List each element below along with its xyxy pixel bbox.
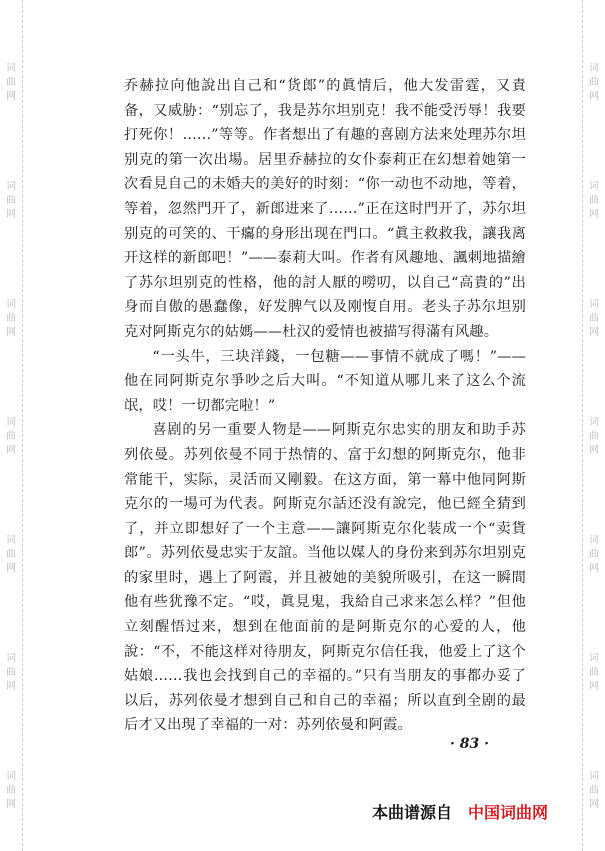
watermark-glyph: 网 bbox=[6, 209, 16, 220]
watermark-glyph: 网 bbox=[589, 799, 599, 810]
watermark-glyph-group bbox=[585, 62, 603, 104]
paragraph-1: 乔赫拉向他說出自己和“货郎”的眞情后，他大发雷霆，又責备，又威胁：“别忘了，我是苏尔坦别克！我不能受汚辱！我要打死你！……”等等。作者想出了有趣的喜剧方法来处理苏尔坦别克的第一次出場。居里乔赫拉的女仆泰莉正在幻想着她第一次看見自己的未婚夫的美好的时刻：“你一动也不动地，等着，等着，忽然門开了，新郎进来了……”正在这时門开了，苏尔坦别克的可笑的、干癟的身形出现在門口。“眞主救救我，讓我离开这样的新郎吧！”——泰莉大叫。作者有风趣地、諷刺地描繪了苏尔坦别克的性格，他的討人厭的嘮叨，以自己“高貴的”出身而自傲的愚蠢像，好发脾气以及刚愎自用。老头子苏尔坦别克对阿斯克尔的姑媽——杜汉的爱情也被描写得滿有风趣。 bbox=[124, 78, 526, 340]
watermark-glyph: 曲 bbox=[589, 785, 599, 796]
source-footer bbox=[372, 800, 582, 823]
watermark-glyph: 词 bbox=[589, 299, 599, 310]
page-body bbox=[124, 74, 526, 738]
watermark-glyph: 词 bbox=[6, 653, 16, 664]
watermark-glyph: 词 bbox=[6, 181, 16, 192]
watermark-glyph: 网 bbox=[6, 563, 16, 574]
watermark-glyph: 曲 bbox=[589, 313, 599, 324]
watermark-glyph: 词 bbox=[589, 535, 599, 546]
watermark-glyph: 网 bbox=[589, 327, 599, 338]
site-name-link[interactable]: 中国词曲网 bbox=[468, 803, 549, 822]
watermark-glyph: 词 bbox=[589, 63, 599, 74]
watermark-glyph: 词 bbox=[589, 181, 599, 192]
watermark-glyph: 网 bbox=[589, 681, 599, 692]
watermark-glyph-group bbox=[2, 770, 20, 812]
watermark-glyph: 曲 bbox=[6, 667, 16, 678]
watermark-glyph: 词 bbox=[589, 417, 599, 428]
source-label: 本曲谱源自 bbox=[372, 803, 453, 822]
watermark-glyph-group bbox=[2, 534, 20, 576]
watermark-glyph: 词 bbox=[6, 417, 16, 428]
watermark-glyph: 网 bbox=[6, 681, 16, 692]
watermark-glyph: 曲 bbox=[589, 77, 599, 88]
watermark-glyph-group bbox=[585, 652, 603, 694]
watermark-glyph-group bbox=[2, 62, 20, 104]
watermark-glyph: 网 bbox=[589, 91, 599, 102]
watermark-glyph-group bbox=[585, 534, 603, 576]
watermark-glyph-group bbox=[585, 770, 603, 812]
paragraph-2: “一头牛，三块洋錢，一包糖——事情不就成了嗎！”——他在同阿斯克尔爭吵之后大叫。“不知道从哪儿来了这么个流氓，哎！一切都完啦！” bbox=[124, 348, 526, 414]
watermark-glyph: 曲 bbox=[6, 785, 16, 796]
watermark-glyph: 网 bbox=[589, 563, 599, 574]
right-watermark-strip bbox=[582, 0, 605, 851]
watermark-glyph: 曲 bbox=[589, 195, 599, 206]
watermark-glyph-group bbox=[585, 416, 603, 458]
watermark-glyph: 词 bbox=[589, 771, 599, 782]
watermark-glyph: 曲 bbox=[589, 431, 599, 442]
watermark-glyph-group bbox=[585, 180, 603, 222]
watermark-glyph: 词 bbox=[6, 771, 16, 782]
paragraph-3: 喜剧的另一重要人物是——阿斯克尔忠实的朋友和助手苏列依曼。苏列依曼不同于热情的、富于幻想的阿斯克尔，他非常能干，实际，灵活而又剛毅。在这方面，第一幕中他同阿斯克尔的一場可为代表。阿斯克尔話还没有說完，他已經全猜到了，并立即想好了一个主意——讓阿斯克尔化装成一个“卖貨郎”。苏列依曼忠实于友誼。当他以媒人的身份来到苏尔坦别克的家里时，遇上了阿霞，并且被她的美貌所吸引，在这一瞬間他有些犹豫不定。“哎，眞見鬼，我給自己求来怎么样？”但他立刻醒悟过来，想到在他面前的是阿斯克尔的心爱的人，他說：“不，不能这样对待朋友，阿斯克尔信任我，他爱上了这个姑娘……我也会找到自己的幸福的。”只有当朋友的事都办妥了以后，苏列依曼才想到自己和自己的幸福；所以直到全剧的最后才又出現了幸福的一对：苏列依曼和阿霞。 bbox=[124, 422, 526, 734]
watermark-glyph-group bbox=[2, 180, 20, 222]
watermark-glyph: 网 bbox=[589, 209, 599, 220]
watermark-glyph: 网 bbox=[589, 445, 599, 456]
watermark-glyph: 词 bbox=[6, 535, 16, 546]
watermark-glyph-group bbox=[2, 298, 20, 340]
watermark-glyph: 词 bbox=[6, 63, 16, 74]
watermark-glyph: 词 bbox=[6, 299, 16, 310]
page-number: · 83 · bbox=[450, 736, 489, 752]
watermark-glyph: 曲 bbox=[6, 77, 16, 88]
watermark-glyph: 曲 bbox=[6, 313, 16, 324]
watermark-glyph: 网 bbox=[6, 327, 16, 338]
left-watermark-strip bbox=[0, 0, 23, 851]
watermark-glyph: 曲 bbox=[6, 195, 16, 206]
watermark-glyph: 网 bbox=[6, 445, 16, 456]
watermark-glyph: 曲 bbox=[589, 667, 599, 678]
watermark-glyph: 曲 bbox=[589, 549, 599, 560]
watermark-glyph: 曲 bbox=[6, 431, 16, 442]
watermark-glyph-group bbox=[2, 416, 20, 458]
watermark-glyph: 网 bbox=[6, 799, 16, 810]
watermark-glyph-group bbox=[585, 298, 603, 340]
watermark-glyph: 网 bbox=[6, 91, 16, 102]
watermark-glyph: 曲 bbox=[6, 549, 16, 560]
watermark-glyph: 词 bbox=[589, 653, 599, 664]
watermark-glyph-group bbox=[2, 652, 20, 694]
